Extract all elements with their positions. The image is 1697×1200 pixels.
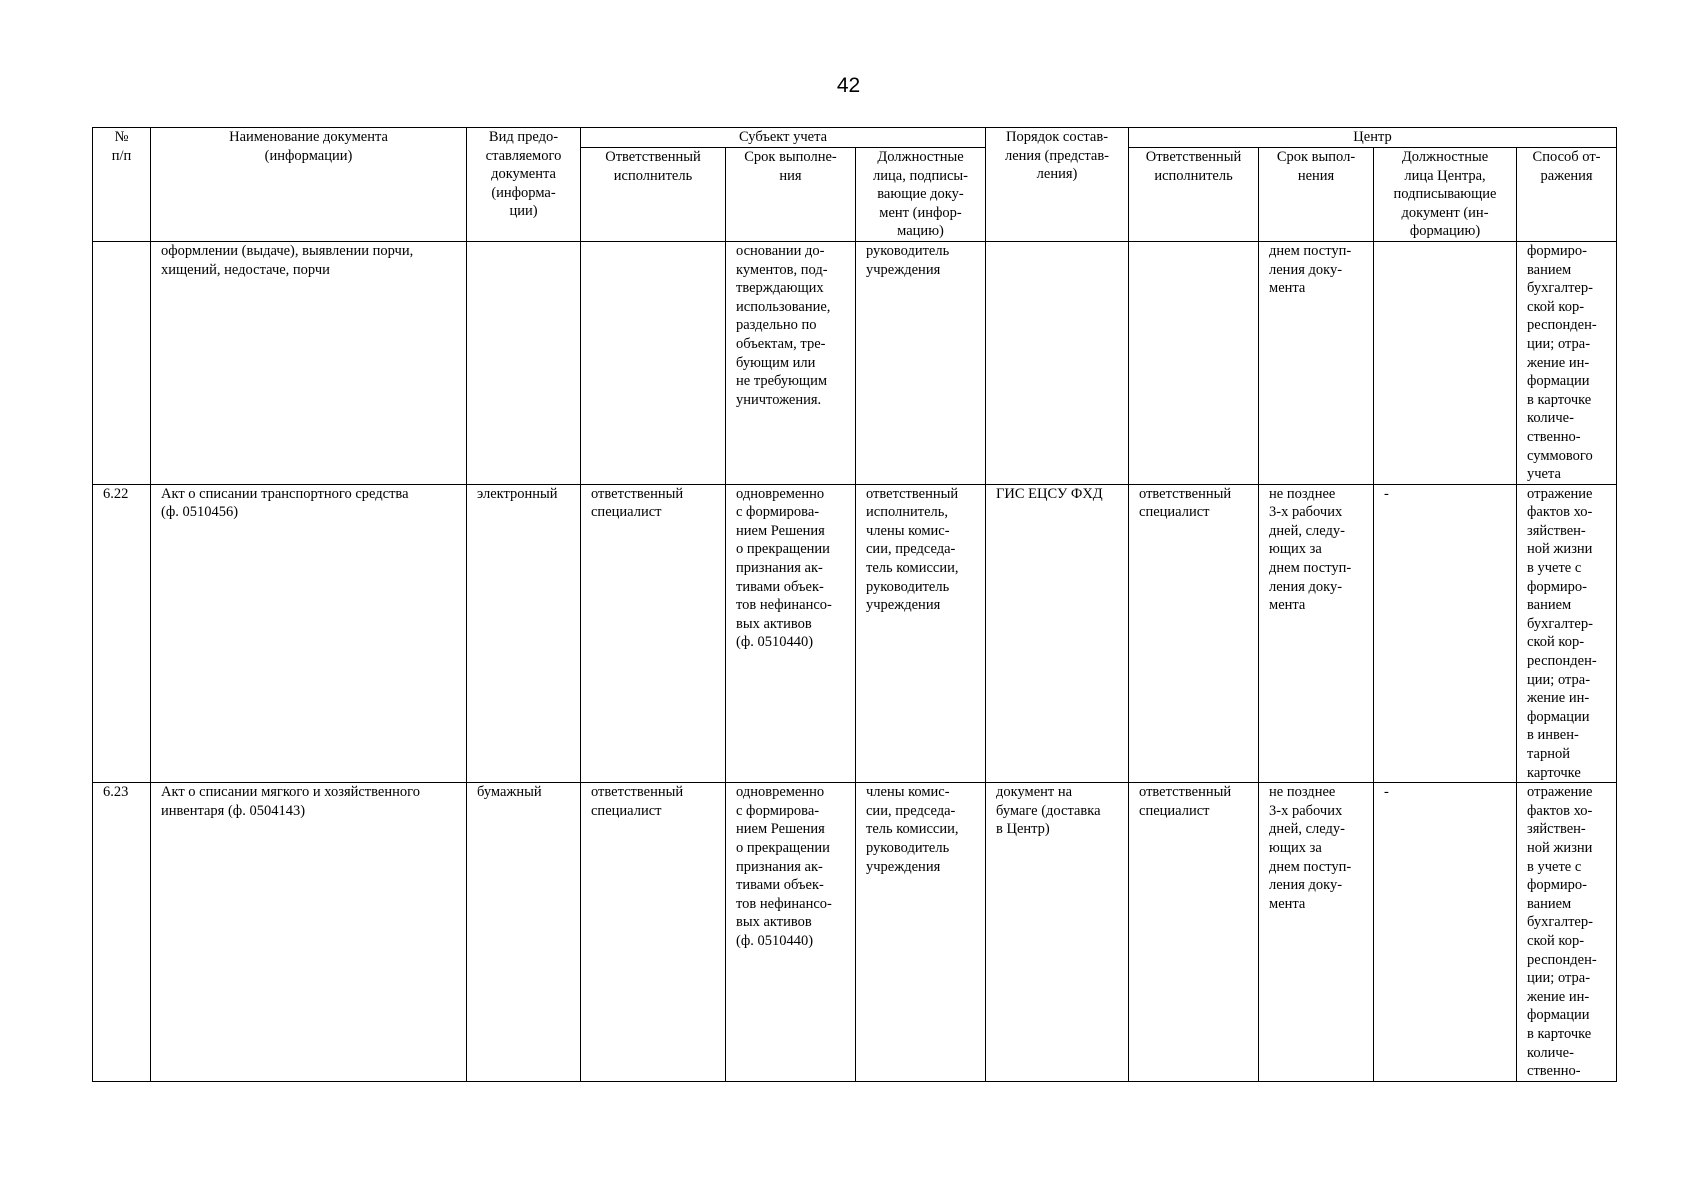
cell-center-officials bbox=[1374, 241, 1517, 484]
header-subject-group: Субъект учета bbox=[581, 128, 986, 148]
cell-subject-term: основании до- кументов, под- тверждающих использование, раздельно по объектам, тре- бующим или не требующим уничтожения. bbox=[726, 241, 856, 484]
cell-center-resp bbox=[1129, 241, 1259, 484]
cell-center-term: днем поступ- ления доку- мента bbox=[1259, 241, 1374, 484]
header-order: Порядок состав- ления (представ- ления) bbox=[986, 128, 1129, 242]
cell-subject-term: одновременно с формирова- нием Решения о прекращении признания ак- тивами объек- тов нефинансо- вых активов (ф. 0510440) bbox=[726, 783, 856, 1082]
header-center-officials: Должностные лица Центра, подписывающие документ (ин- формацию) bbox=[1374, 148, 1517, 242]
cell-subject-officials: руководитель учреждения bbox=[856, 241, 986, 484]
table-row bbox=[93, 783, 1617, 1082]
cell-subject-resp: ответственный специалист bbox=[581, 783, 726, 1082]
cell-doc-type: бумажный bbox=[467, 783, 581, 1082]
header-subject-term: Срок выполне- ния bbox=[726, 148, 856, 242]
header-row-1 bbox=[93, 128, 1617, 148]
cell-subject-officials: члены комис- сии, председа- тель комиссии, руководитель учреждения bbox=[856, 783, 986, 1082]
cell-order bbox=[986, 241, 1129, 484]
cell-doc-type bbox=[467, 241, 581, 484]
document-table bbox=[92, 127, 1617, 1082]
cell-num: 6.23 bbox=[93, 783, 151, 1082]
cell-center-method: формиро- ванием бухгалтер- ской кор- респонден- ции; отра- жение ин- формации в карточке количе- ственно- суммового учета bbox=[1517, 241, 1617, 484]
cell-order: документ на бумаге (доставка в Центр) bbox=[986, 783, 1129, 1082]
cell-num: 6.22 bbox=[93, 484, 151, 783]
cell-subject-resp: ответственный специалист bbox=[581, 484, 726, 783]
table-row bbox=[93, 241, 1617, 484]
header-num: № п/п bbox=[93, 128, 151, 242]
cell-center-resp: ответственный специалист bbox=[1129, 783, 1259, 1082]
cell-center-officials: - bbox=[1374, 783, 1517, 1082]
cell-doc-type: электронный bbox=[467, 484, 581, 783]
cell-doc-name: Акт о списании транспортного средства (ф. 0510456) bbox=[151, 484, 467, 783]
header-doc-name: Наименование документа (информации) bbox=[151, 128, 467, 242]
header-subject-officials: Должностные лица, подписы- вающие доку- мент (инфор- мацию) bbox=[856, 148, 986, 242]
cell-doc-name: оформлении (выдаче), выявлении порчи, хищений, недостаче, порчи bbox=[151, 241, 467, 484]
cell-center-officials: - bbox=[1374, 484, 1517, 783]
cell-center-method: отражение фактов хо- зяйствен- ной жизни в учете с формиро- ванием бухгалтер- ской кор- респонден- ции; отра- жение ин- формации в инвен- тарной карточке bbox=[1517, 484, 1617, 783]
header-center-group: Центр bbox=[1129, 128, 1617, 148]
page-number: 42 bbox=[836, 74, 861, 97]
header-center-term: Срок выпол- нения bbox=[1259, 148, 1374, 242]
cell-center-method: отражение фактов хо- зяйствен- ной жизни в учете с формиро- ванием бухгалтер- ской кор- респонден- ции; отра- жение ин- формации в карточке количе- ственно- bbox=[1517, 783, 1617, 1082]
cell-subject-resp bbox=[581, 241, 726, 484]
cell-center-term: не позднее 3-х рабочих дней, следу- ющих за днем поступ- ления доку- мента bbox=[1259, 783, 1374, 1082]
cell-center-resp: ответственный специалист bbox=[1129, 484, 1259, 783]
header-doc-type: Вид предо- ставляемого документа (информа- ции) bbox=[467, 128, 581, 242]
cell-doc-name: Акт о списании мягкого и хозяйственного инвентаря (ф. 0504143) bbox=[151, 783, 467, 1082]
cell-num bbox=[93, 241, 151, 484]
cell-center-term: не позднее 3-х рабочих дней, следу- ющих за днем поступ- ления доку- мента bbox=[1259, 484, 1374, 783]
table-row bbox=[93, 484, 1617, 783]
cell-subject-term: одновременно с формирова- нием Решения о прекращении признания ак- тивами объек- тов нефинансо- вых активов (ф. 0510440) bbox=[726, 484, 856, 783]
header-center-method: Способ от- ражения bbox=[1517, 148, 1617, 242]
cell-subject-officials: ответственный исполнитель, члены комис- сии, председа- тель комиссии, руководитель учреждения bbox=[856, 484, 986, 783]
cell-order: ГИС ЕЦСУ ФХД bbox=[986, 484, 1129, 783]
header-center-resp: Ответственный исполнитель bbox=[1129, 148, 1259, 242]
header-subject-resp: Ответственный исполнитель bbox=[581, 148, 726, 242]
